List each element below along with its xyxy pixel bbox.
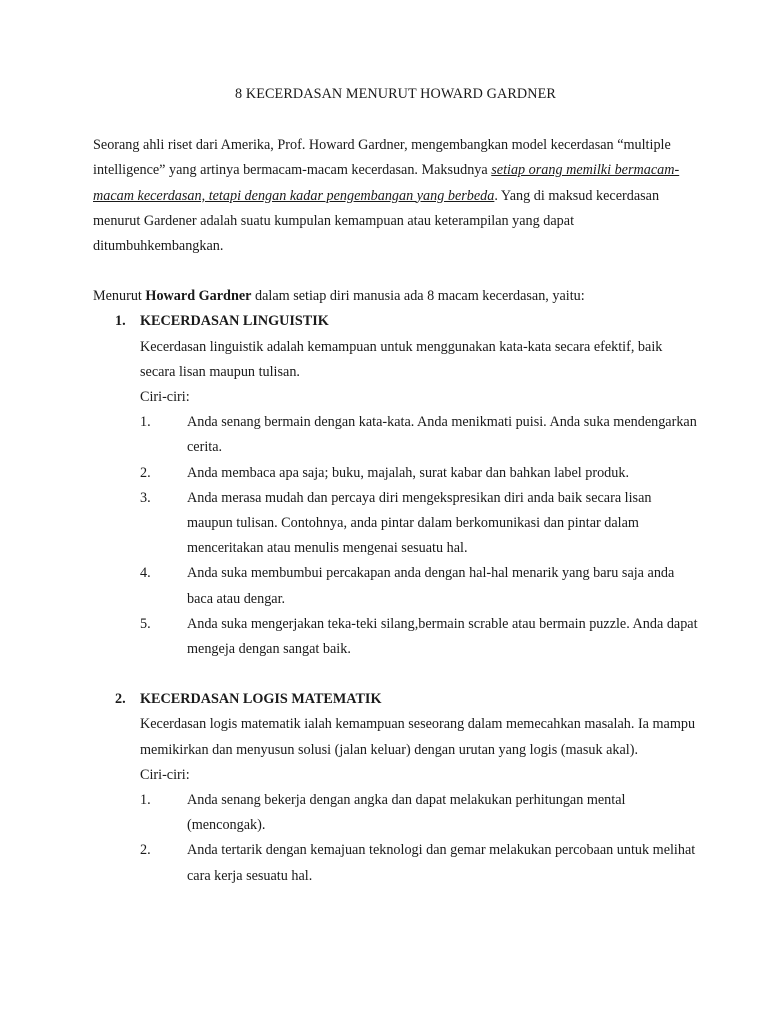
- intro-text-2: . Yang di maksud kecerdasan menurut Gardener adalah suatu kumpulan kemampuan atau keterampilan yang dapat ditumbuhkembangkan.: [93, 187, 660, 255]
- list-item-number: 3.: [140, 489, 151, 506]
- list-item: [93, 561, 698, 611]
- lead-before: Menurut: [93, 288, 146, 305]
- lead-bold: Howard Gardner: [145, 288, 252, 305]
- lead-after: dalam setiap diri manusia ada 8 macam kecerdasan, yaitu:: [251, 288, 585, 305]
- section-number: 1.: [115, 313, 126, 330]
- section-description: Kecerdasan logis matematik ialah kemampuan seseorang dalam memecahkan masalah. Ia mampu memikirkan dan menyusun solusi (jalan keluar) dengan urutan yang logis (masuk akal).: [140, 716, 696, 758]
- list-item-number: 1.: [140, 414, 151, 431]
- list-item: [93, 461, 698, 486]
- intro-text-1: Seorang ahli riset dari Amerika, Prof. Howard Gardner, mengembangkan model kecerdasan “multiple intelligence” yang artinya bermacam-macam kecerdasan. Maksudnya: [93, 137, 671, 179]
- list-item: [93, 486, 698, 562]
- list-item-text: Anda merasa mudah dan percaya diri mengekspresikan diri anda baik secara lisan maupun tulisan. Contohnya, anda pintar dalam berkomunikasi dan pintar dalam menceritakan atau menulis mengenai sesuatu hal.: [187, 489, 652, 557]
- list-item-text: Anda senang bermain dengan kata-kata. Anda menikmati puisi. Anda suka mendengarkan cerita.: [187, 414, 697, 456]
- list-item: [93, 788, 698, 838]
- list-item: [93, 410, 698, 460]
- list-item-text: Anda suka membumbui percakapan anda dengan hal-hal menarik yang baru saja anda baca atau dengar.: [187, 565, 675, 607]
- list-item-text: Anda suka mengerjakan teka-teki silang,bermain scrable atau bermain puzzle. Anda dapat mengeja dengan sangat baik.: [187, 615, 698, 658]
- section-description: Kecerdasan linguistik adalah kemampuan untuk menggunakan kata-kata secara efektif, baik secara lisan maupun tulisan.: [140, 338, 663, 380]
- section-gap: [93, 662, 698, 687]
- section-body: [140, 712, 698, 788]
- section-title: KECERDASAN LINGUISTIK: [140, 313, 329, 330]
- document-title: 8 KECERDASAN MENURUT HOWARD GARDNER: [235, 86, 556, 102]
- ciri-label: Ciri-ciri:: [140, 389, 190, 406]
- section-body: [140, 335, 698, 411]
- list-item-number: 2.: [140, 464, 151, 481]
- section-heading: [115, 687, 698, 712]
- list-item-number: 1.: [140, 792, 151, 809]
- section-logis-matematik: [93, 687, 698, 889]
- list-item-text: Anda tertarik dengan kemajuan teknologi dan gemar melakukan percobaan untuk melihat cara kerja sesuatu hal.: [187, 842, 696, 884]
- section-title: KECERDASAN LOGIS MATEMATIK: [140, 691, 382, 708]
- list-item: [93, 612, 698, 662]
- ciri-list: [93, 788, 698, 889]
- list-item: [93, 838, 698, 888]
- list-item-number: 4.: [140, 565, 151, 582]
- section-linguistik: [93, 309, 698, 662]
- list-item-text: Anda membaca apa saja; buku, majalah, surat kabar dan bahkan label produk.: [187, 464, 630, 481]
- section-heading: [115, 309, 698, 334]
- ciri-label: Ciri-ciri:: [140, 766, 190, 783]
- list-item-text: Anda senang bekerja dengan angka dan dapat melakukan perhitungan mental (mencongak).: [187, 792, 626, 834]
- list-item-number: 5.: [140, 615, 151, 632]
- section-number: 2.: [115, 691, 126, 708]
- intro-paragraph: [93, 133, 698, 259]
- lead-paragraph: [93, 284, 698, 309]
- list-item-number: 2.: [140, 842, 151, 859]
- intro-underlined-text: setiap orang memilki bermacam-macam kecerdasan, tetapi dengan kadar pengembangan yang berbeda: [93, 162, 680, 204]
- ciri-list: [93, 410, 698, 662]
